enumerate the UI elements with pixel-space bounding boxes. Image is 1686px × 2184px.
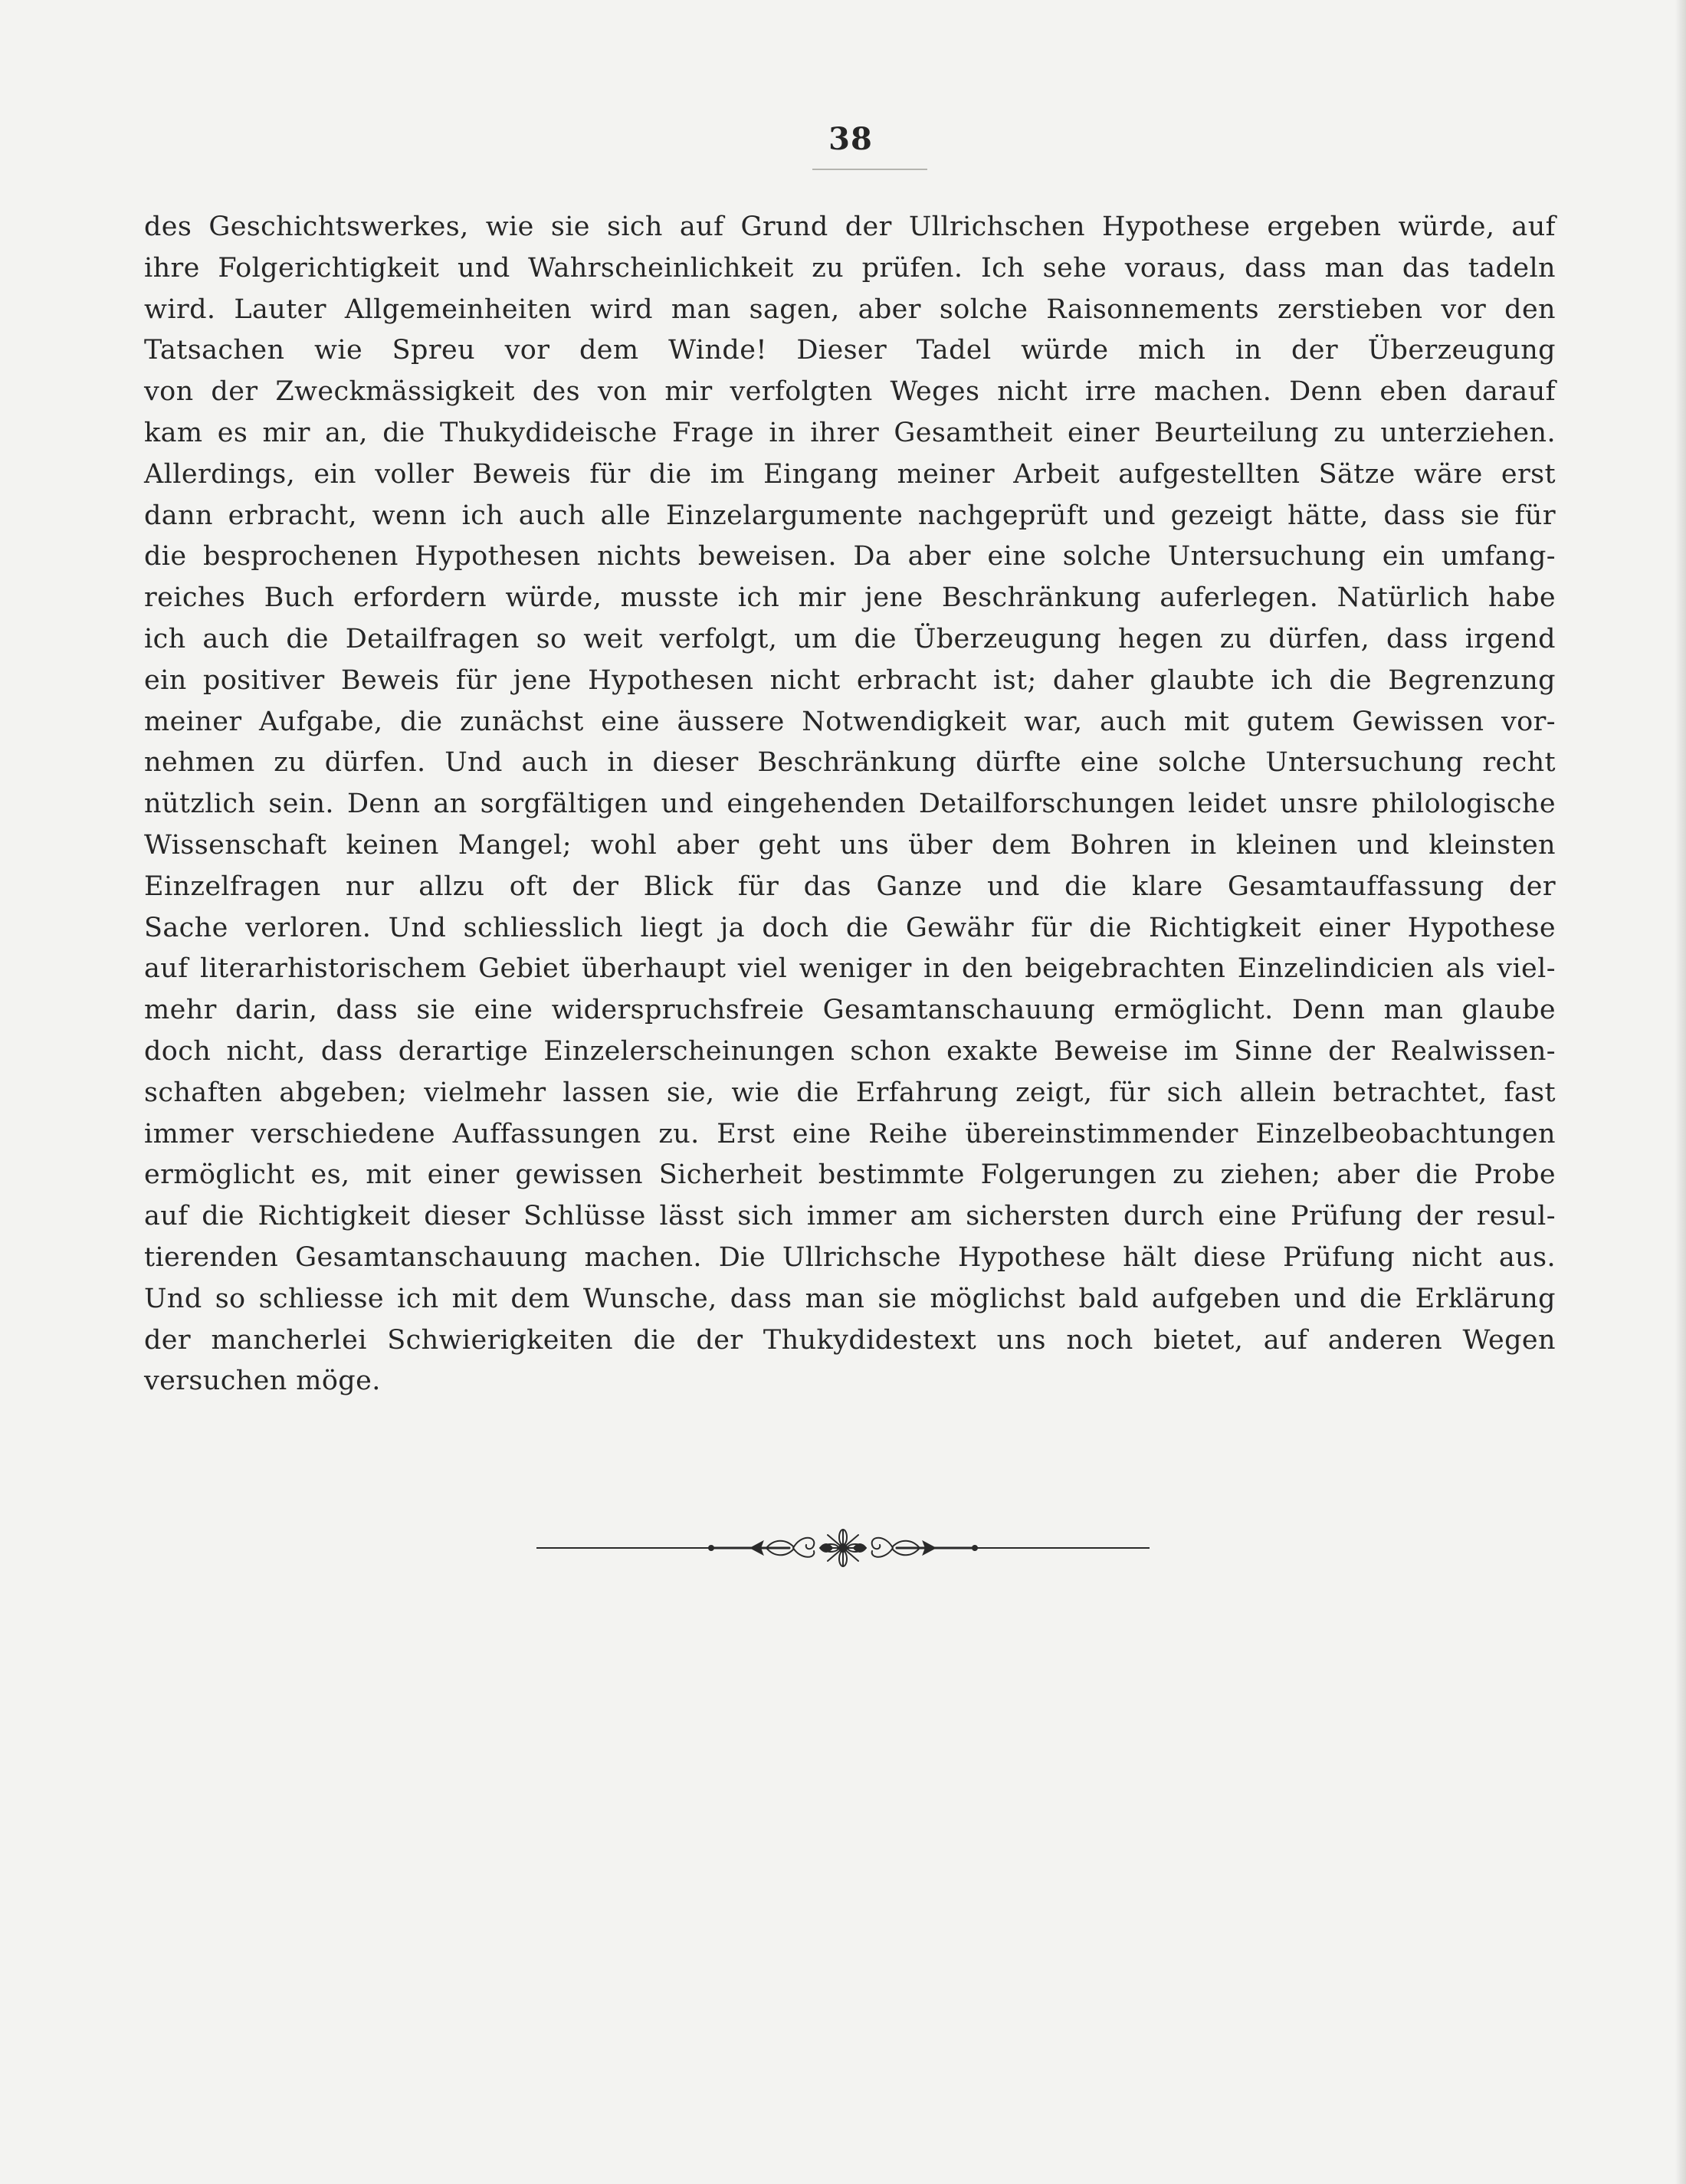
- text-line: wird. Lauter Allgemeinheiten wird man sagen, aber solche Raisonnements zerstieben vor den: [144, 293, 1556, 325]
- text-line: Allerdings, ein voller Beweis für die im Eingang meiner Arbeit aufgestellten Sätze wäre erst: [144, 458, 1556, 490]
- text-line: auf die Richtigkeit dieser Schlüsse lässt sich immer am sichersten durch eine Prüfung der resul-: [144, 1201, 1556, 1232]
- body-paragraph: [144, 207, 1556, 1402]
- text-line: des Geschichtswerkes, wie sie sich auf Grund der Ullrichschen Hypothese ergeben würde, auf: [144, 212, 1556, 242]
- text-line: ein positiver Beweis für jene Hypothesen nicht erbracht ist; daher glaubte ich die Begrenzung: [144, 664, 1556, 696]
- text-line: auf literarhistorischem Gebiet überhaupt viel weniger in den beigebrachten Einzelindicien als viel-: [144, 953, 1556, 985]
- text-line: meiner Aufgabe, die zunächst eine äussere Notwendigkeit war, auch mit gutem Gewissen vor-: [144, 706, 1556, 737]
- text-line: ermöglicht es, mit einer gewissen Sicherheit bestimmte Folgerungen zu ziehen; aber die Probe: [144, 1159, 1556, 1191]
- text-line: Tatsachen wie Spreu vor dem Winde! Dieser Tadel würde mich in der Überzeugung: [144, 335, 1556, 366]
- text-line: kam es mir an, die Thukydideische Frage in ihrer Gesamtheit einer Beurteilung zu unterziehen.: [144, 417, 1556, 448]
- text-line: mehr darin, dass sie eine widerspruchsfreie Gesamtanschauung ermöglicht. Denn man glaube: [144, 995, 1556, 1026]
- text-line: Sache verloren. Und schliesslich liegt ja doch die Gewähr für die Richtigkeit einer Hypothese: [144, 912, 1556, 943]
- text-line: versuchen möge.: [144, 1366, 381, 1397]
- text-line: doch nicht, dass derartige Einzelerscheinungen schon exakte Beweise im Sinne der Realwissen-: [144, 1035, 1556, 1067]
- text-line: immer verschiedene Auffassungen zu. Erst eine Reihe übereinstimmender Einzelbeobachtungen: [144, 1118, 1556, 1149]
- text-line: dann erbracht, wenn ich auch alle Einzelargumente nachgeprüft und gezeigt hätte, dass sie für: [144, 500, 1556, 531]
- text-line: der mancherlei Schwierigkeiten die der Thukydidestext uns noch bietet, auf anderen Wegen: [144, 1324, 1556, 1356]
- text-line: die besprochenen Hypothesen nichts beweisen. Da aber eine solche Untersuchung ein umfang-: [144, 541, 1556, 572]
- text-line: ihre Folgerichtigkeit und Wahrscheinlichkeit zu prüfen. Ich sehe voraus, dass man das tadeln: [144, 252, 1556, 284]
- text-line: Und so schliesse ich mit dem Wunsche, dass man sie möglichst bald aufgeben und die Erklärung: [144, 1283, 1556, 1314]
- page-number-rule: [812, 169, 927, 170]
- text-line: ich auch die Detailfragen so weit verfolgt, um die Überzeugung hegen zu dürfen, dass irgend: [144, 623, 1556, 654]
- text-line: tierenden Gesamtanschauung machen. Die Ullrichsche Hypothese hält diese Prüfung nicht aus.: [144, 1241, 1556, 1273]
- text-line: schaften abgeben; vielmehr lassen sie, wie die Erfahrung zeigt, für sich allein betrachtet, fast: [144, 1077, 1556, 1108]
- text-line: nützlich sein. Denn an sorgfältigen und eingehenden Detailforschungen leidet unsre philologische: [144, 789, 1556, 820]
- page-number: 38: [828, 121, 873, 157]
- text-line: Wissenschaft keinen Mangel; wohl aber geht uns über dem Bohren in kleinen und kleinsten: [144, 829, 1556, 861]
- text-line: von der Zweckmässigkeit des von mir verfolgten Weges nicht irre machen. Denn eben darauf: [144, 376, 1556, 408]
- text-line: Einzelfragen nur allzu oft der Blick für das Ganze und die klare Gesamtauffassung der: [144, 871, 1556, 902]
- page-edge-shadow: [1675, 0, 1686, 2184]
- text-line: nehmen zu dürfen. Und auch in dieser Beschränkung dürfte eine solche Untersuchung recht: [144, 747, 1556, 779]
- floral-divider-icon: [536, 1525, 1150, 1571]
- text-line: reiches Buch erfordern würde, musste ich mir jene Beschränkung auferlegen. Natürlich habe: [144, 582, 1556, 614]
